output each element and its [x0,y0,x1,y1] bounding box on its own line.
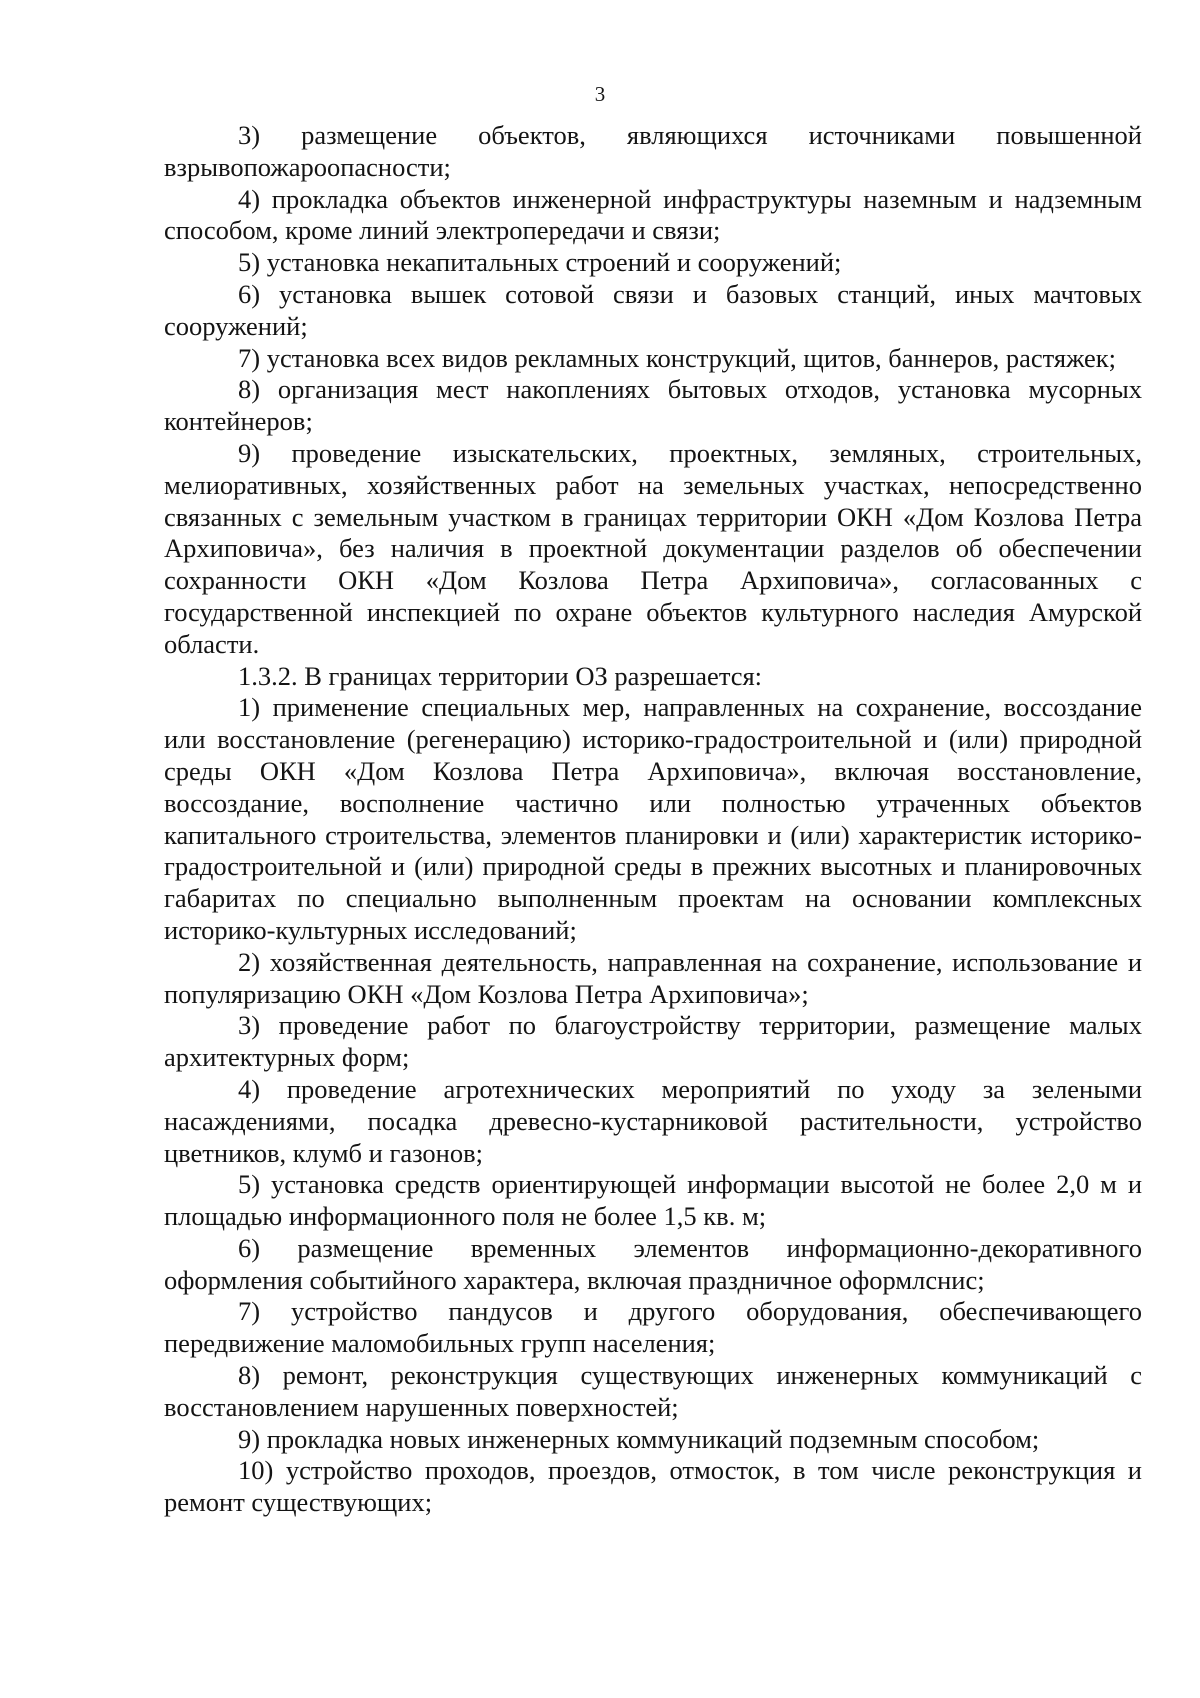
paragraph-item-5-prohibited: 5) установка некапитальных строений и сооружений; [238,247,842,278]
paragraph-item-3-allowed: 3) проведение работ по благоустройству территории, размещение малых архитектурных форм; [164,1010,1142,1073]
section-heading-1-3-2: 1.3.2. В границах территории ОЗ разрешается: [238,660,763,691]
paragraph-item-7-allowed: 7) устройство пандусов и другого оборудования, обеспечивающего передвижение маломобильных групп населения; [164,1296,1142,1359]
paragraph-item-8-allowed: 8) ремонт, реконструкция существующих инженерных коммуникаций с восстановлением нарушенных поверхностей; [164,1360,1142,1422]
paragraph-item-2-allowed: 2) хозяйственная деятельность, направленная на сохранение, использование и популяризацию ОКН «Дом Козлова Петра Архиповича»; [164,946,1142,1009]
page-number: 3 [594,82,606,106]
paragraph-item-9-allowed: 9) прокладка новых инженерных коммуникаций подземным способом; [238,1423,1040,1454]
paragraph-item-5-allowed: 5) установка средств ориентирующей информации высотой не более 2,0 м и площадью информационного поля не более 1,5 кв. м; [164,1169,1142,1232]
paragraph-item-6-allowed: 6) размещение временных элементов информационно-декоративного оформления событийного характера, включая праздничное оформлснис; [164,1232,1142,1295]
paragraph-item-9-prohibited: 9) проведение изыскательских, проектных, земляных, строительных, мелиоративных, хозяйственных работ на земельных участках, непосредственно связанных с земельным участком в границах территории ОКН «Дом Козлова Петра Архиповича», без наличия в проектной документации разделов об обеспечении сохранности ОКН «Дом Козлова Петра Архиповича», согласованных с государственной инспекцией по охране объектов культурного наследия Амурской области. [164,437,1142,659]
paragraph-item-10-allowed: 10) устройство проходов, проездов, отмосток, в том числе реконструкция и ремонт существующих; [164,1455,1142,1518]
paragraph-item-3-prohibited: 3) размещение объектов, являющихся источниками повышенной взрывопожароопасности; [164,120,1142,182]
paragraph-item-6-prohibited: 6) установка вышек сотовой связи и базовых станций, иных мачтовых сооружений; [164,278,1142,341]
paragraph-item-1-allowed: 1) применение специальных мер, направленных на сохранение, воссоздание или восстановление (регенерацию) историко-градостроительной и (или) природной среды ОКН «Дом Козлова Петра Архиповича», включая восстановление, воссоздание, восполнение частично или полностью утраченных объектов капитального строительства, элементов планировки и (или) характеристик историко-градостроительной и (или) природной среды в прежних высотных и планировочных габаритах по специально выполненным проектам на основании комплексных историко-культурных исследований; [164,692,1142,945]
paragraph-item-8-prohibited: 8) организация мест накоплениях бытовых отходов, установка мусорных контейнеров; [164,374,1142,437]
paragraph-item-4-prohibited: 4) прокладка объектов инженерной инфраструктуры наземным и надземным способом, кроме линий электропередачи и связи; [164,183,1142,246]
document-body [164,120,1142,1519]
paragraph-item-7-prohibited: 7) установка всех видов рекламных конструкций, щитов, баннеров, растяжек; [238,342,1117,373]
paragraph-item-4-allowed: 4) проведение агротехнических мероприятий по уходу за зелеными насаждениями, посадка древесно-кустарниковой растительности, устройство цветников, клумб и газонов; [164,1073,1142,1168]
